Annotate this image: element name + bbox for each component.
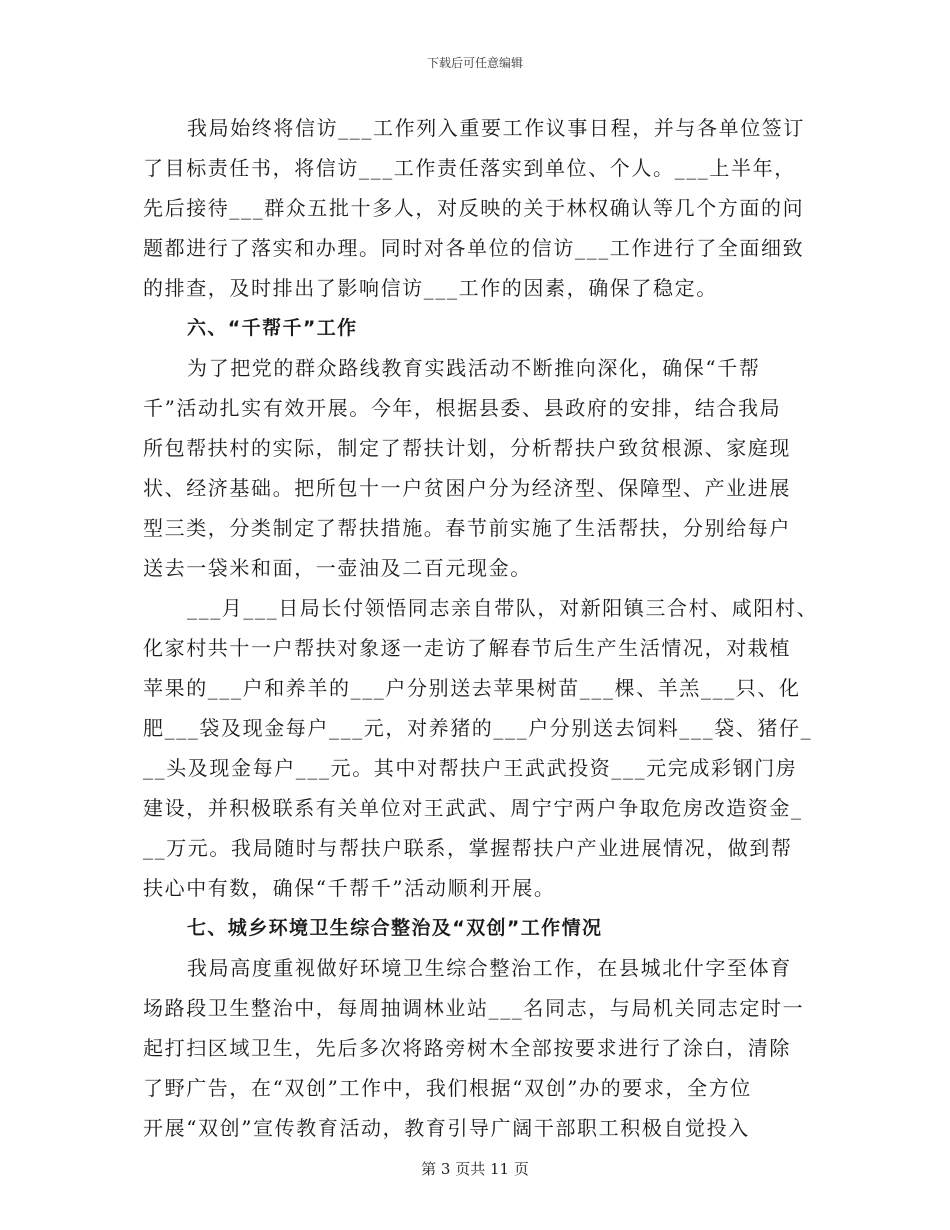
text-line: 苹果的___户和养羊的___户分别送去苹果树苗___棵、羊羔___只、化 — [143, 676, 801, 700]
text-line: 了野广告，在“双创”工作中，我们根据“双创”办的要求，全方位 — [143, 1076, 752, 1100]
page-footer: 第 3 页共 11 页 — [421, 1160, 529, 1178]
section-heading: 六、“千帮千”工作 — [187, 317, 358, 339]
section-heading: 七、城乡环境卫生综合整治及“双创”工作情况 — [187, 917, 603, 939]
text-line: 扶心中有数，确保“千帮千”活动顺利开展。 — [143, 876, 556, 900]
text-line: 状、经济基础。把所包十一户贫困户分为经济型、保障型、产业进展 — [143, 476, 791, 500]
text-line: 千”活动扎实有效开展。今年，根据县委、县政府的安排，结合我局 — [143, 396, 782, 420]
text-line: 我局高度重视做好环境卫生综合整治工作，在县城北什字至体育 — [187, 956, 792, 980]
text-line: 送去一袋米和面，一壶油及二百元现金。 — [143, 556, 532, 580]
text-line: ___月___日局长付领悟同志亲自带队，对新阳镇三合村、咸阳村、 — [187, 596, 819, 620]
text-line: 起打扫区域卫生，先后多次将路旁树木全部按要求进行了涂白，清除 — [143, 1036, 791, 1060]
text-line: 建设，并积极联系有关单位对王武武、周宁宁两户争取危房改造资金_ — [143, 796, 803, 820]
document-body — [143, 108, 819, 1148]
text-line: 化家村共十一户帮扶对象逐一走访了解春节后生产生活情况，对栽植 — [143, 636, 791, 660]
text-line: 场路段卫生整治中，每周抽调林业站___名同志，与局机关同志定时一 — [143, 996, 805, 1020]
text-line: 我局始终将信访___工作列入重要工作议事日程，并与各单位签订 — [187, 116, 805, 140]
text-line: 的排查，及时排出了影响信访___工作的因素，确保了稳定。 — [143, 276, 718, 300]
page-header: 下载后可任意编辑 — [426, 56, 523, 70]
text-line: 肥___袋及现金每户___元，对养猪的___户分别送去饲料___袋、猪仔_ — [143, 716, 813, 740]
text-line: __头及现金每户___元。其中对帮扶户王武武投资___元完成彩钢门房 — [143, 756, 798, 780]
text-line: 为了把党的群众路线教育实践活动不断推向深化，确保“千帮 — [187, 356, 761, 380]
text-line: __万元。我局随时与帮扶户联系，掌握帮扶户产业进展情况，做到帮 — [143, 836, 793, 860]
text-line: 了目标责任书，将信访___工作责任落实到单位、个人。___上半年， — [143, 156, 796, 180]
text-line: 题都进行了落实和办理。同时对各单位的信访___工作进行了全面细致 — [143, 236, 805, 260]
text-line: 型三类，分类制定了帮扶措施。春节前实施了生活帮扶，分别给每户 — [143, 516, 791, 540]
text-line: 所包帮扶村的实际，制定了帮扶计划，分析帮扶户致贫根源、家庭现 — [143, 436, 791, 460]
text-line: 先后接待___群众五批十多人，对反映的关于林权确认等几个方面的问 — [143, 196, 805, 220]
text-line: 开展“双创”宣传教育活动，教育引导广阔干部职工积极自觉投入 — [143, 1116, 750, 1140]
